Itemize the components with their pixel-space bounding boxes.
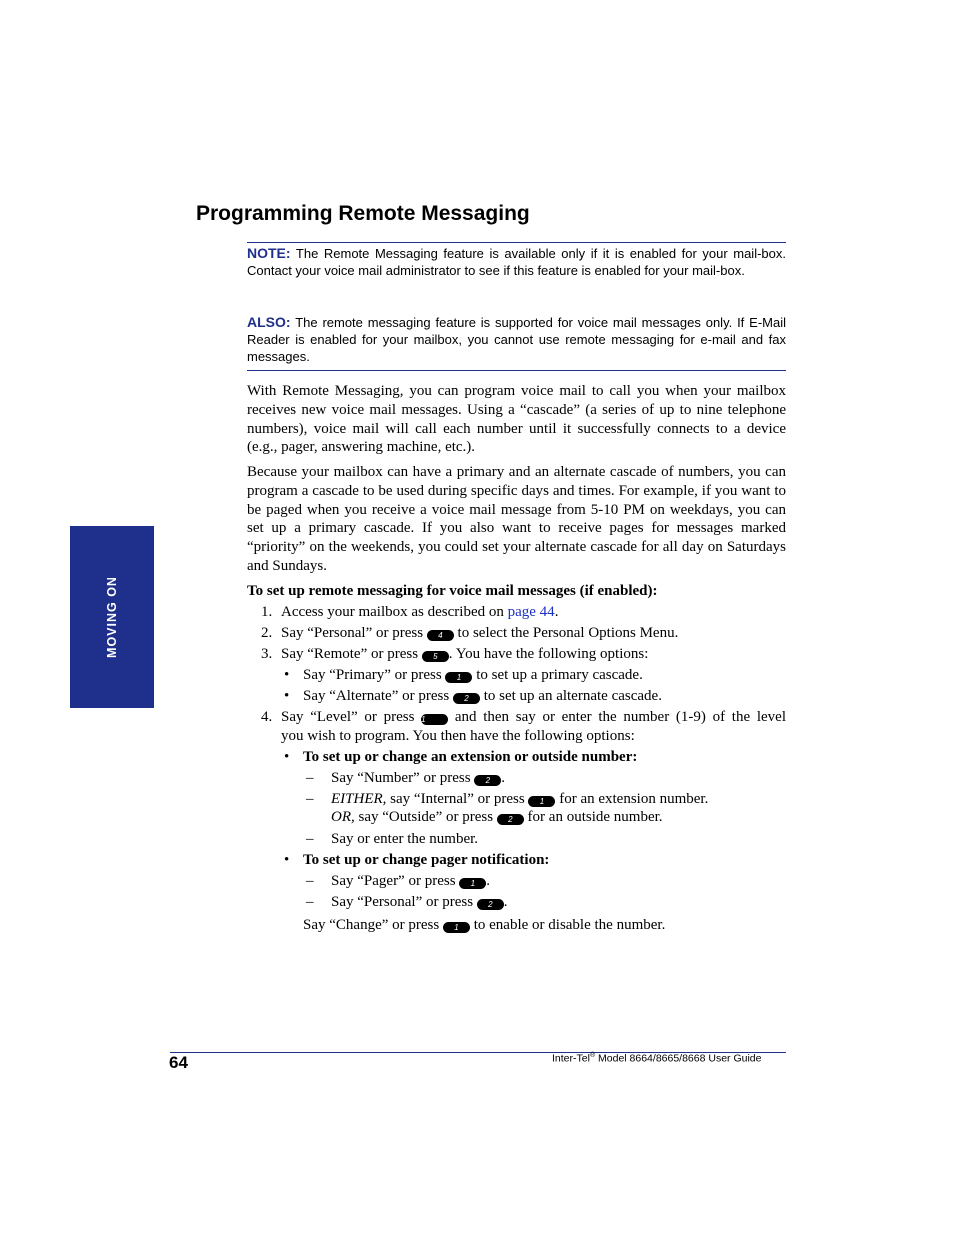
step-number: 4.: [261, 709, 273, 725]
key-2-icon: 2: [453, 693, 480, 704]
also-paragraph: [247, 314, 786, 365]
step-4: Say “Level” or press 1 and then say or enter the number (1-9) of the level: [281, 709, 786, 725]
note-text: The Remote Messaging feature is available only if it is enabled for your mail-box. Contact your voice mail administrator to see if this feature is enabled for your mail-box.: [247, 246, 786, 278]
procedure-heading: To set up remote messaging for voice mail messages (if enabled):: [247, 583, 658, 599]
section-tab: [70, 526, 154, 708]
step-4-continued: you wish to program. You then have the following options:: [281, 728, 635, 744]
option-outside: OR, say “Outside” or press 2 for an outside number.: [331, 809, 663, 825]
step-1: Access your mailbox as described on page 44.: [281, 604, 559, 620]
option-change: Say “Change” or press 1 to enable or disable the number.: [303, 917, 666, 933]
key-2-icon: 2: [477, 899, 504, 910]
option-primary: Say “Primary” or press 1 to set up a primary cascade.: [303, 667, 643, 683]
section-tab-label: MOVING ON: [105, 576, 119, 658]
dash: –: [306, 831, 314, 847]
option-number: Say “Number” or press 2 .: [331, 770, 506, 786]
note-box: [247, 242, 786, 371]
step-number: 3.: [261, 646, 273, 662]
cascade-paragraph: Because your mailbox can have a primary and an alternate cascade of numbers, you can program a cascade to be used during specific days and times. For example, if you want to be paged when you receive a voice mail message from 5-10 PM on weekdays, you can set up a primary cascade. If you also want to receive pages for messages marked “priority” on the weekends, you could set your alternate cascade for all day on Saturdays and Sundays.: [247, 464, 786, 574]
key-1-icon: 1: [459, 878, 486, 889]
key-1-icon: 1: [421, 714, 448, 725]
footer-guide-title: Inter-Tel® Model 8664/8665/8668 User Guide: [552, 1052, 762, 1065]
bullet: •: [284, 749, 290, 765]
bullet: •: [284, 852, 290, 868]
key-1-icon: 1: [443, 922, 470, 933]
dash: –: [306, 791, 314, 807]
key-4-icon: 4: [427, 630, 454, 641]
key-2-icon: 2: [474, 775, 501, 786]
extension-heading: To set up or change an extension or outside number:: [303, 749, 638, 765]
step-number: 1.: [261, 604, 273, 620]
intro-paragraph: With Remote Messaging, you can program voice mail to call you when your mailbox receives new voice mail messages. Using a “cascade” (a series of up to nine telephone numbers), voice mail will call each number until it successfully connects to a device (e.g., pager, answering machine, etc.).: [247, 383, 786, 456]
option-pager: Say “Pager” or press 1 .: [331, 873, 491, 889]
step-3: Say “Remote” or press 5 . You have the following options:: [281, 646, 649, 662]
also-label: ALSO:: [247, 314, 291, 330]
page-44-link[interactable]: page 44: [507, 604, 555, 620]
option-personal: Say “Personal” or press 2 .: [331, 894, 508, 910]
dash: –: [306, 873, 314, 889]
key-1-icon: 1: [445, 672, 472, 683]
step-2: Say “Personal” or press 4 to select the Personal Options Menu.: [281, 625, 679, 641]
bullet: •: [284, 688, 290, 704]
key-5-icon: 5: [422, 651, 449, 662]
note-paragraph: [247, 245, 786, 279]
bullet: •: [284, 667, 290, 683]
dash: –: [306, 770, 314, 786]
key-1-icon: 1: [528, 796, 555, 807]
page-title: Programming Remote Messaging: [196, 202, 530, 225]
key-2-icon: 2: [497, 814, 524, 825]
dash: –: [306, 894, 314, 910]
step-number: 2.: [261, 625, 273, 641]
option-internal: EITHER, say “Internal” or press 1 for an extension number.: [331, 791, 709, 807]
also-text: The remote messaging feature is supported for voice mail messages only. If E-Mail Reader is enabled for your mailbox, you cannot use remote messaging for e-mail and fax messages.: [247, 315, 786, 364]
note-label: NOTE:: [247, 245, 291, 261]
pager-heading: To set up or change pager notification:: [303, 852, 550, 868]
option-enter-number: Say or enter the number.: [331, 831, 479, 847]
option-alternate: Say “Alternate” or press 2 to set up an alternate cascade.: [303, 688, 662, 704]
page-number: 64: [169, 1053, 188, 1072]
